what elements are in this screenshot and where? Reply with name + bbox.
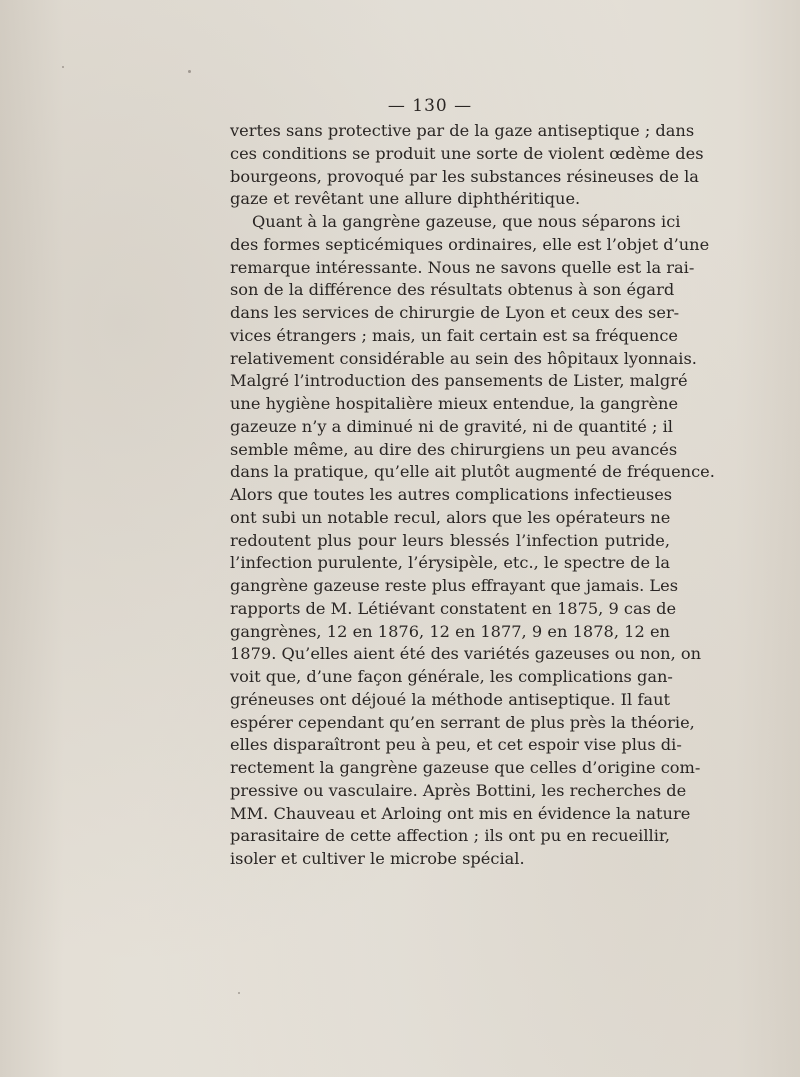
text-line: espérer cependant qu’en serrant de plus près la théorie, [230,712,695,732]
text-line: Alors que toutes les autres complications infectieuses [230,485,673,504]
text-line: ont subi un notable recul, alors que les opérateurs ne [230,507,671,527]
text-line: elles disparaîtront peu à peu, et cet espoir vise plus di- [230,735,682,755]
page-number: — 130 — [387,96,473,116]
text-line: gazeuze n’y a diminué ni de gravité, ni de quantité ; il [230,416,673,436]
text-line: parasitaire de cette affection ; ils ont pu en recueillir, [230,826,670,846]
text-line: gangrènes, 12 en 1876, 12 en 1877, 9 en 1878, 12 en [230,621,670,641]
text-line: redoutent plus pour leurs blessés l’infection putride, [230,530,670,550]
text-line: Quant à la gangrène gazeuse, que nous séparons ici [252,212,681,231]
body-text [230,120,715,871]
text-line: voit que, d’une façon générale, les complications gan- [230,667,673,686]
text-line: ces conditions se produit une sorte de violent œdème des [230,143,704,163]
text-line: remarque intéressante. Nous ne savons quelle est la rai- [230,257,695,277]
text-line: pressive ou vasculaire. Après Bottini, les recherches de [230,780,687,800]
text-line: vertes sans protective par de la gaze antiseptique ; dans [230,121,695,140]
text-line: isoler et cultiver le microbe spécial. [230,849,525,868]
text-line: Malgré l’introduction des pansements de Lister, malgré [230,371,688,391]
text-line: dans la pratique, qu’elle ait plutôt augmenté de fréquence. [230,462,715,482]
text-line: gréneuses ont déjoué la méthode antiseptique. Il faut [230,689,670,709]
text-line: MM. Chauveau et Arloing ont mis en évidence la nature [230,803,691,823]
paper-speck [188,70,191,73]
text-line: rectement la gangrène gazeuse que celles d’origine com- [230,758,701,777]
text-line: vices étrangers ; mais, un fait certain est sa fréquence [230,325,678,345]
text-line: bourgeons, provoqué par les substances résineuses de la [230,166,699,186]
paper-speck [238,992,240,994]
text-line: semble même, au dire des chirurgiens un peu avancés [230,439,678,459]
text-line: rapports de M. Létiévant constatent en 1875, 9 cas de [230,598,677,618]
text-line: gaze et revêtant une allure diphthéritique. [230,189,581,209]
text-line: dans les services de chirurgie de Lyon et ceux des ser- [230,303,680,322]
text-line: des formes septicémiques ordinaires, elle est l’objet d’une [230,234,710,254]
text-line: 1879. Qu’elles aient été des variétés gazeuses ou non, on [230,644,702,664]
text-line: l’infection purulente, l’érysipèle, etc., le spectre de la [230,553,671,573]
paper-speck [62,66,64,68]
text-line: gangrène gazeuse reste plus effrayant que jamais. Les [230,576,679,595]
text-line: relativement considérable au sein des hôpitaux lyonnais. [230,348,697,368]
text-line: une hygiène hospitalière mieux entendue, la gangrène [230,394,679,413]
text-line: son de la différence des résultats obtenus à son égard [230,280,675,300]
